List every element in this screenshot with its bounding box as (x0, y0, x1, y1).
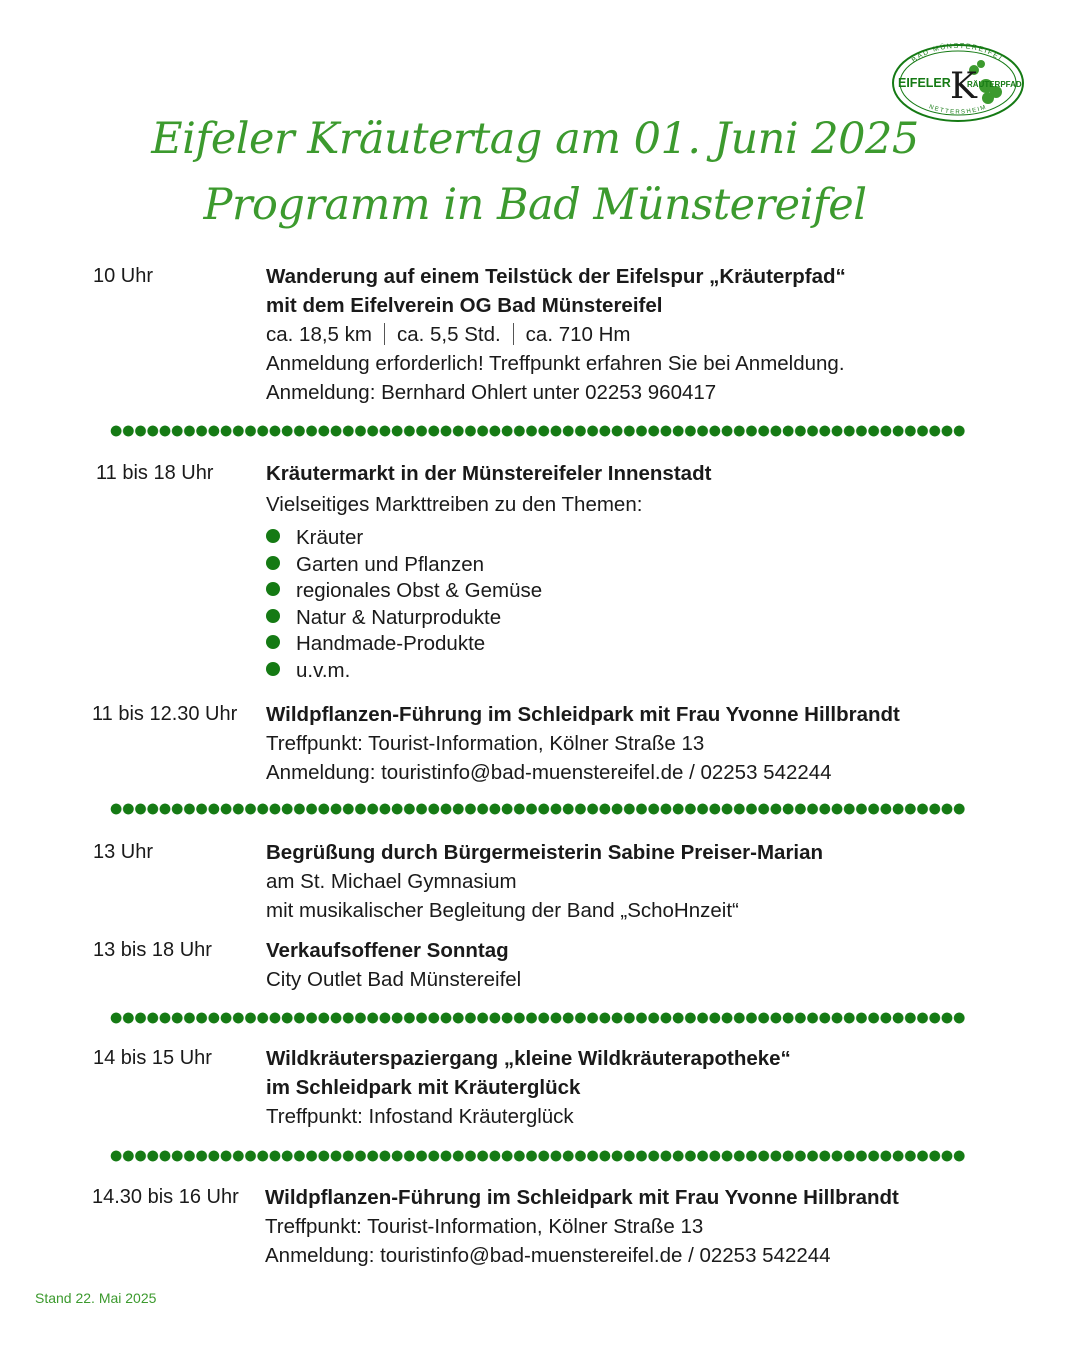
logo-bottom-text: NETTERSHEIM (928, 104, 988, 116)
entry-text: am St. Michael Gymnasium (266, 870, 517, 893)
dotted-divider (110, 1150, 965, 1162)
bullet-icon (266, 635, 280, 649)
stand-date: Stand 22. Mai 2025 (35, 1290, 157, 1306)
entry-text: Anmeldung: touristinfo@bad-muenstereifel.de / 02253 542244 (266, 761, 832, 784)
list-item: Natur & Naturprodukte (266, 605, 1026, 632)
entry-text: Anmeldung: Bernhard Ohlert unter 02253 960417 (266, 381, 717, 404)
entry-content (266, 262, 1026, 407)
entry-text: mit musikalischer Begleitung der Band „SchoHnzeit“ (266, 899, 739, 922)
list-item: Kräuter (266, 525, 1026, 552)
entry-title-line2: im Schleidpark mit Kräuterglück (266, 1076, 581, 1099)
entry-content (266, 459, 1026, 684)
bullet-icon (266, 662, 280, 676)
entry-text: Treffpunkt: Infostand Kräuterglück (266, 1105, 574, 1128)
entry-text: Treffpunkt: Tourist-Information, Kölner Straße 13 (266, 732, 705, 755)
entry-title: Wildpflanzen-Führung im Schleidpark mit Frau Yvonne Hillbrandt (265, 1186, 899, 1209)
stat-duration: ca. 5,5 Std. (396, 323, 501, 346)
bullet-icon (266, 609, 280, 623)
dotted-divider (110, 1012, 965, 1024)
list-item: Garten und Pflanzen (266, 552, 1026, 579)
entry-time: 13 bis 18 Uhr (93, 939, 212, 961)
entry-title: Begrüßung durch Bürgermeisterin Sabine Preiser-Marian (266, 841, 824, 864)
logo-left-text: EIFELER (898, 76, 951, 90)
entry-stats (266, 320, 1026, 349)
dotted-divider (110, 425, 965, 437)
entry-time: 13 Uhr (93, 841, 154, 863)
dotted-divider (110, 803, 965, 815)
entry-title: Wildkräuterspaziergang „kleine Wildkräuterapotheke“ (266, 1047, 791, 1070)
separator (384, 323, 385, 345)
entry-title: Kräutermarkt in der Münstereifeler Innenstadt (266, 462, 712, 485)
entry-text: Treffpunkt: Tourist-Information, Kölner Straße 13 (265, 1215, 704, 1238)
entry-title: Wildpflanzen-Führung im Schleidpark mit Frau Yvonne Hillbrandt (266, 703, 900, 726)
separator (513, 323, 514, 345)
bullet-icon (266, 529, 280, 543)
list-item: Handmade-Produkte (266, 631, 1026, 658)
bullet-icon (266, 556, 280, 570)
entry-content (266, 936, 1026, 994)
entry-time: 11 bis 12.30 Uhr (92, 703, 238, 725)
entry-time: 11 bis 18 Uhr (96, 462, 214, 484)
entry-content (266, 1044, 1026, 1131)
entry-title-line2: mit dem Eifelverein OG Bad Münstereifel (266, 294, 663, 317)
entry-time: 14 bis 15 Uhr (93, 1047, 212, 1069)
stat-distance: ca. 18,5 km (266, 323, 372, 346)
entry-text: Anmeldung: touristinfo@bad-muenstereifel.de / 02253 542244 (265, 1244, 831, 1267)
entry-title: Verkaufsoffener Sonntag (266, 939, 509, 962)
bullet-icon (266, 582, 280, 596)
list-item: u.v.m. (266, 658, 1026, 685)
page-title: Eifeler Kräutertag am 01. Juni 2025 (151, 114, 919, 164)
entry-text: Anmeldung erforderlich! Treffpunkt erfahren Sie bei Anmeldung. (266, 352, 845, 375)
logo-top-text: BAD MÜNSTEREIFEL (910, 42, 1006, 65)
list-item: regionales Obst & Gemüse (266, 578, 1026, 605)
logo-letter: K (950, 66, 977, 107)
stat-elevation: ca. 710 Hm (525, 323, 631, 346)
entry-time: 10 Uhr (93, 265, 154, 287)
entry-text: Vielseitiges Markttreiben zu den Themen: (266, 493, 643, 516)
page-subtitle: Programm in Bad Münstereifel (203, 180, 867, 230)
entry-title: Wanderung auf einem Teilstück der Eifelspur „Kräuterpfad“ (266, 265, 846, 288)
entry-content (266, 700, 1026, 787)
logo-right-text: RÄUTERPFAD (967, 80, 1022, 89)
entry-time: 14.30 bis 16 Uhr (92, 1186, 239, 1208)
entry-content (266, 838, 1026, 925)
theme-list (266, 525, 1026, 684)
entry-content (265, 1183, 1025, 1270)
entry-text: City Outlet Bad Münstereifel (266, 968, 522, 991)
